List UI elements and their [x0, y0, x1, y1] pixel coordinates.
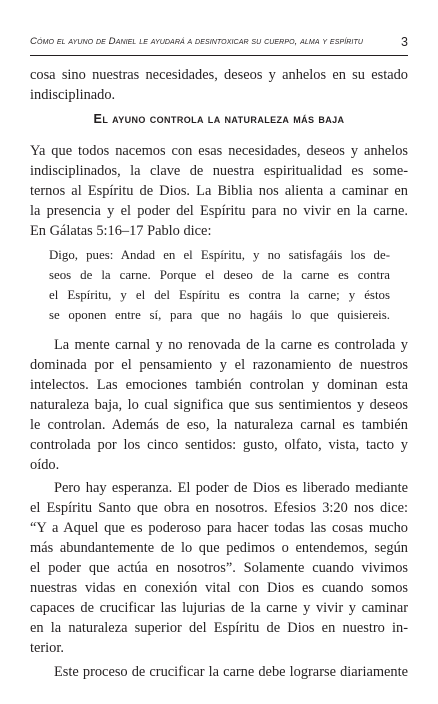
running-title: Cómo el ayuno de Daniel le ayudará a desintoxicar su cuerpo, alma y espíritu — [30, 36, 364, 47]
body-line: en la naturaleza superior del Espíritu de Dios en nuestro in- — [30, 620, 408, 636]
page-number: 3 — [401, 35, 408, 49]
section-heading: El ayuno controla la naturaleza más baja — [93, 112, 345, 126]
quote-line: se oponen entre sí, para que no hagáis lo que quisiereis. — [49, 308, 390, 322]
body-line: le controlan. Además de eso, la naturaleza carnal es también — [30, 417, 408, 433]
quote-line: el Espíritu, y el del Espíritu es contra la carne; y éstos — [49, 288, 390, 302]
header-rule — [30, 55, 408, 56]
quote-line: seos de la carne. Porque el deseo de la carne es contra — [49, 268, 390, 282]
quote-line: Digo, pues: Andad en el Espíritu, y no satisfagáis los de- — [49, 248, 390, 262]
body-line: el poder que actúa en nosotros”. Solamente cuando vivimos — [30, 560, 408, 576]
body-line: terior. — [30, 640, 64, 656]
body-line: ternos al Espíritu de Dios. La Biblia nos alienta a caminar en — [30, 183, 408, 199]
body-line: En Gálatas 5:16–17 Pablo dice: — [30, 223, 212, 239]
body-line: más abundantemente de lo que pedimos o entendemos, según — [30, 540, 408, 556]
body-line: cosa sino nuestras necesidades, deseos y anhelos en su estado — [30, 67, 408, 83]
body-line: indisciplinados, la clave de nuestra espiritualidad es some- — [30, 163, 408, 179]
body-line: Ya que todos nacemos con esas necesidades, deseos y anhelos — [30, 143, 408, 159]
body-line: “Y a Aquel que es poderoso para hacer todas las cosas mucho — [30, 520, 408, 536]
body-line: capaces de crucificar las lujurias de la carne y vivir y caminar — [30, 600, 408, 616]
body-line: la presencia y el poder del Espíritu para no vivir en la carne. — [30, 203, 408, 219]
body-line: naturaleza baja, lo cual significa que sus sentimientos y deseos — [30, 397, 408, 413]
body-line: oído. — [30, 457, 60, 473]
body-line: el Espíritu Santo que obra en nosotros. Efesios 3:20 nos dice: — [30, 500, 408, 516]
body-line: La mente carnal y no renovada de la carne es controlada y — [54, 337, 408, 353]
body-line: controlada por los cinco sentidos: gusto, olfato, vista, tacto y — [30, 437, 408, 453]
running-header — [30, 36, 408, 52]
body-line: intelectos. Las emociones también controlan y dominan esta — [30, 377, 408, 393]
body-line: dominada por el pensamiento y el razonamiento de nuestros — [30, 357, 408, 373]
body-line: nuestras vidas en conexión vital con Dios es cuando somos — [30, 580, 408, 596]
body-line: indisciplinado. — [30, 87, 116, 103]
body-line: Pero hay esperanza. El poder de Dios es liberado mediante — [54, 480, 408, 496]
body-line: Este proceso de crucificar la carne debe lograrse diariamente — [54, 664, 408, 680]
